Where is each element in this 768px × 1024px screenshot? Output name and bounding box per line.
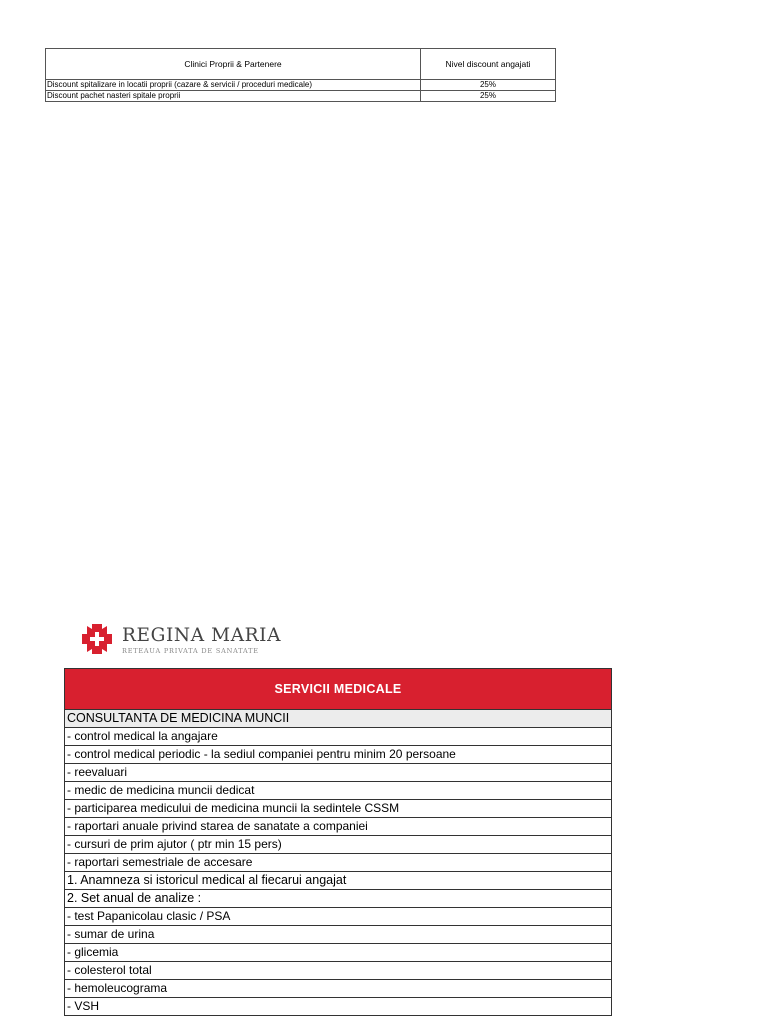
service-item: - sumar de urina [65, 926, 612, 944]
service-item: - hemoleucograma [65, 980, 612, 998]
service-item: - raportari semestriale de accesare [65, 854, 612, 872]
table-row [65, 800, 612, 818]
table-row [65, 962, 612, 980]
table-row [65, 926, 612, 944]
regina-maria-logo [80, 622, 340, 658]
row-label: Discount spitalizare in locatii proprii (cazare & servicii / proceduri medicale) [46, 80, 421, 91]
row-value: 25% [421, 80, 556, 91]
services-title-row [65, 669, 612, 710]
table-row [65, 818, 612, 836]
table-row [65, 782, 612, 800]
table-row [65, 908, 612, 926]
table-row [65, 746, 612, 764]
header-clinics: Clinici Proprii & Partenere [46, 49, 421, 80]
service-item: 1. Anamneza si istoricul medical al fiecarui angajat [65, 872, 612, 890]
table-row [65, 872, 612, 890]
cross-logo-icon [80, 622, 114, 656]
services-title: SERVICII MEDICALE [65, 669, 612, 710]
table-row [65, 890, 612, 908]
service-item: - glicemia [65, 944, 612, 962]
table-row [46, 91, 556, 102]
table-row [65, 728, 612, 746]
service-item: - control medical periodic - la sediul companiei pentru minim 20 persoane [65, 746, 612, 764]
header-discount-level: Nivel discount angajati [421, 49, 556, 80]
logo-name: REGINA MARIA [122, 625, 282, 646]
service-item: 2. Set anual de analize : [65, 890, 612, 908]
table-row [65, 998, 612, 1016]
table-row [46, 80, 556, 91]
service-item: - raportari anuale privind starea de sanatate a companiei [65, 818, 612, 836]
table-row [65, 854, 612, 872]
logo-tagline: RETEAUA PRIVATA DE SANATATE [122, 647, 259, 655]
service-item: - cursuri de prim ajutor ( ptr min 15 pers) [65, 836, 612, 854]
service-item: - reevaluari [65, 764, 612, 782]
service-item: - participarea medicului de medicina muncii la sedintele CSSM [65, 800, 612, 818]
row-label: Discount pachet nasteri spitale proprii [46, 91, 421, 102]
discount-table-header [46, 49, 556, 80]
table-row [65, 980, 612, 998]
table-row [65, 944, 612, 962]
service-item: - test Papanicolau clasic / PSA [65, 908, 612, 926]
service-item: - VSH [65, 998, 612, 1016]
table-row [65, 764, 612, 782]
row-value: 25% [421, 91, 556, 102]
table-row [65, 836, 612, 854]
discount-table [45, 48, 556, 102]
services-subheader-row [65, 710, 612, 728]
service-item: - control medical la angajare [65, 728, 612, 746]
services-table [64, 668, 612, 1016]
services-subheader: CONSULTANTA DE MEDICINA MUNCII [65, 710, 612, 728]
service-item: - medic de medicina muncii dedicat [65, 782, 612, 800]
service-item: - colesterol total [65, 962, 612, 980]
